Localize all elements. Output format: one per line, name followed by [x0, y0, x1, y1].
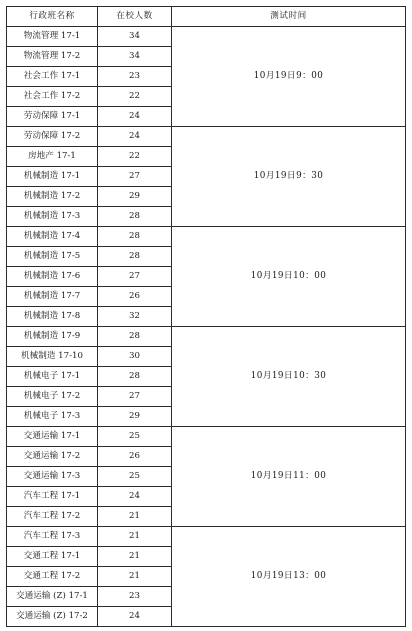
- table-row: [7, 327, 406, 347]
- student-count-cell: 22: [98, 147, 172, 167]
- class-name-cell: 交通运输 17-1: [7, 427, 98, 447]
- student-count-cell: 28: [98, 367, 172, 387]
- student-count-cell: 25: [98, 427, 172, 447]
- student-count-cell: 21: [98, 507, 172, 527]
- class-name-cell: 物流管理 17-2: [7, 47, 98, 67]
- student-count-cell: 27: [98, 167, 172, 187]
- student-count-cell: 23: [98, 67, 172, 87]
- class-name-cell: 物流管理 17-1: [7, 27, 98, 47]
- student-count-cell: 26: [98, 447, 172, 467]
- class-name-cell: 汽车工程 17-2: [7, 507, 98, 527]
- class-name-cell: 机械电子 17-3: [7, 407, 98, 427]
- student-count-cell: 34: [98, 27, 172, 47]
- student-count-cell: 24: [98, 607, 172, 627]
- student-count-cell: 24: [98, 487, 172, 507]
- schedule-body: [7, 27, 406, 627]
- student-count-cell: 21: [98, 527, 172, 547]
- class-name-cell: 机械制造 17-5: [7, 247, 98, 267]
- student-count-cell: 28: [98, 227, 172, 247]
- student-count-cell: 28: [98, 207, 172, 227]
- class-name-cell: 交通运输 17-3: [7, 467, 98, 487]
- test-time-cell: 10月19日9：00: [172, 27, 406, 127]
- class-name-cell: 社会工作 17-1: [7, 67, 98, 87]
- table-row: [7, 227, 406, 247]
- class-name-cell: 交通运输 17-2: [7, 447, 98, 467]
- class-name-cell: 机械制造 17-9: [7, 327, 98, 347]
- class-name-cell: 机械制造 17-6: [7, 267, 98, 287]
- header-test-time: 测试时间: [172, 7, 406, 27]
- test-time-cell: 10月19日13：00: [172, 527, 406, 627]
- class-name-cell: 汽车工程 17-3: [7, 527, 98, 547]
- test-time-cell: 10月19日11：00: [172, 427, 406, 527]
- test-schedule-table: [6, 6, 406, 627]
- class-name-cell: 机械制造 17-3: [7, 207, 98, 227]
- student-count-cell: 30: [98, 347, 172, 367]
- student-count-cell: 26: [98, 287, 172, 307]
- student-count-cell: 28: [98, 327, 172, 347]
- student-count-cell: 24: [98, 127, 172, 147]
- class-name-cell: 汽车工程 17-1: [7, 487, 98, 507]
- class-name-cell: 劳动保障 17-1: [7, 107, 98, 127]
- table-row: [7, 27, 406, 47]
- class-name-cell: 交通工程 17-2: [7, 567, 98, 587]
- header-student-count: 在校人数: [98, 7, 172, 27]
- student-count-cell: 23: [98, 587, 172, 607]
- class-name-cell: 机械电子 17-2: [7, 387, 98, 407]
- student-count-cell: 27: [98, 387, 172, 407]
- table-row: [7, 427, 406, 447]
- class-name-cell: 机械电子 17-1: [7, 367, 98, 387]
- class-name-cell: 交通工程 17-1: [7, 547, 98, 567]
- class-name-cell: 交通运输 (Z) 17-1: [7, 587, 98, 607]
- header-class-name: 行政班名称: [7, 7, 98, 27]
- test-time-cell: 10月19日9：30: [172, 127, 406, 227]
- header-row: [7, 7, 406, 27]
- class-name-cell: 劳动保障 17-2: [7, 127, 98, 147]
- student-count-cell: 28: [98, 247, 172, 267]
- class-name-cell: 房地产 17-1: [7, 147, 98, 167]
- class-name-cell: 社会工作 17-2: [7, 87, 98, 107]
- class-name-cell: 机械制造 17-1: [7, 167, 98, 187]
- schedule-sheet: [6, 6, 406, 627]
- class-name-cell: 机械制造 17-7: [7, 287, 98, 307]
- class-name-cell: 机械制造 17-8: [7, 307, 98, 327]
- table-row: [7, 527, 406, 547]
- student-count-cell: 25: [98, 467, 172, 487]
- student-count-cell: 24: [98, 107, 172, 127]
- table-row: [7, 127, 406, 147]
- student-count-cell: 21: [98, 547, 172, 567]
- student-count-cell: 32: [98, 307, 172, 327]
- class-name-cell: 机械制造 17-4: [7, 227, 98, 247]
- test-time-cell: 10月19日10：00: [172, 227, 406, 327]
- student-count-cell: 21: [98, 567, 172, 587]
- class-name-cell: 机械制造 17-2: [7, 187, 98, 207]
- class-name-cell: 机械制造 17-10: [7, 347, 98, 367]
- student-count-cell: 22: [98, 87, 172, 107]
- student-count-cell: 29: [98, 407, 172, 427]
- student-count-cell: 29: [98, 187, 172, 207]
- test-time-cell: 10月19日10：30: [172, 327, 406, 427]
- student-count-cell: 27: [98, 267, 172, 287]
- student-count-cell: 34: [98, 47, 172, 67]
- class-name-cell: 交通运输 (Z) 17-2: [7, 607, 98, 627]
